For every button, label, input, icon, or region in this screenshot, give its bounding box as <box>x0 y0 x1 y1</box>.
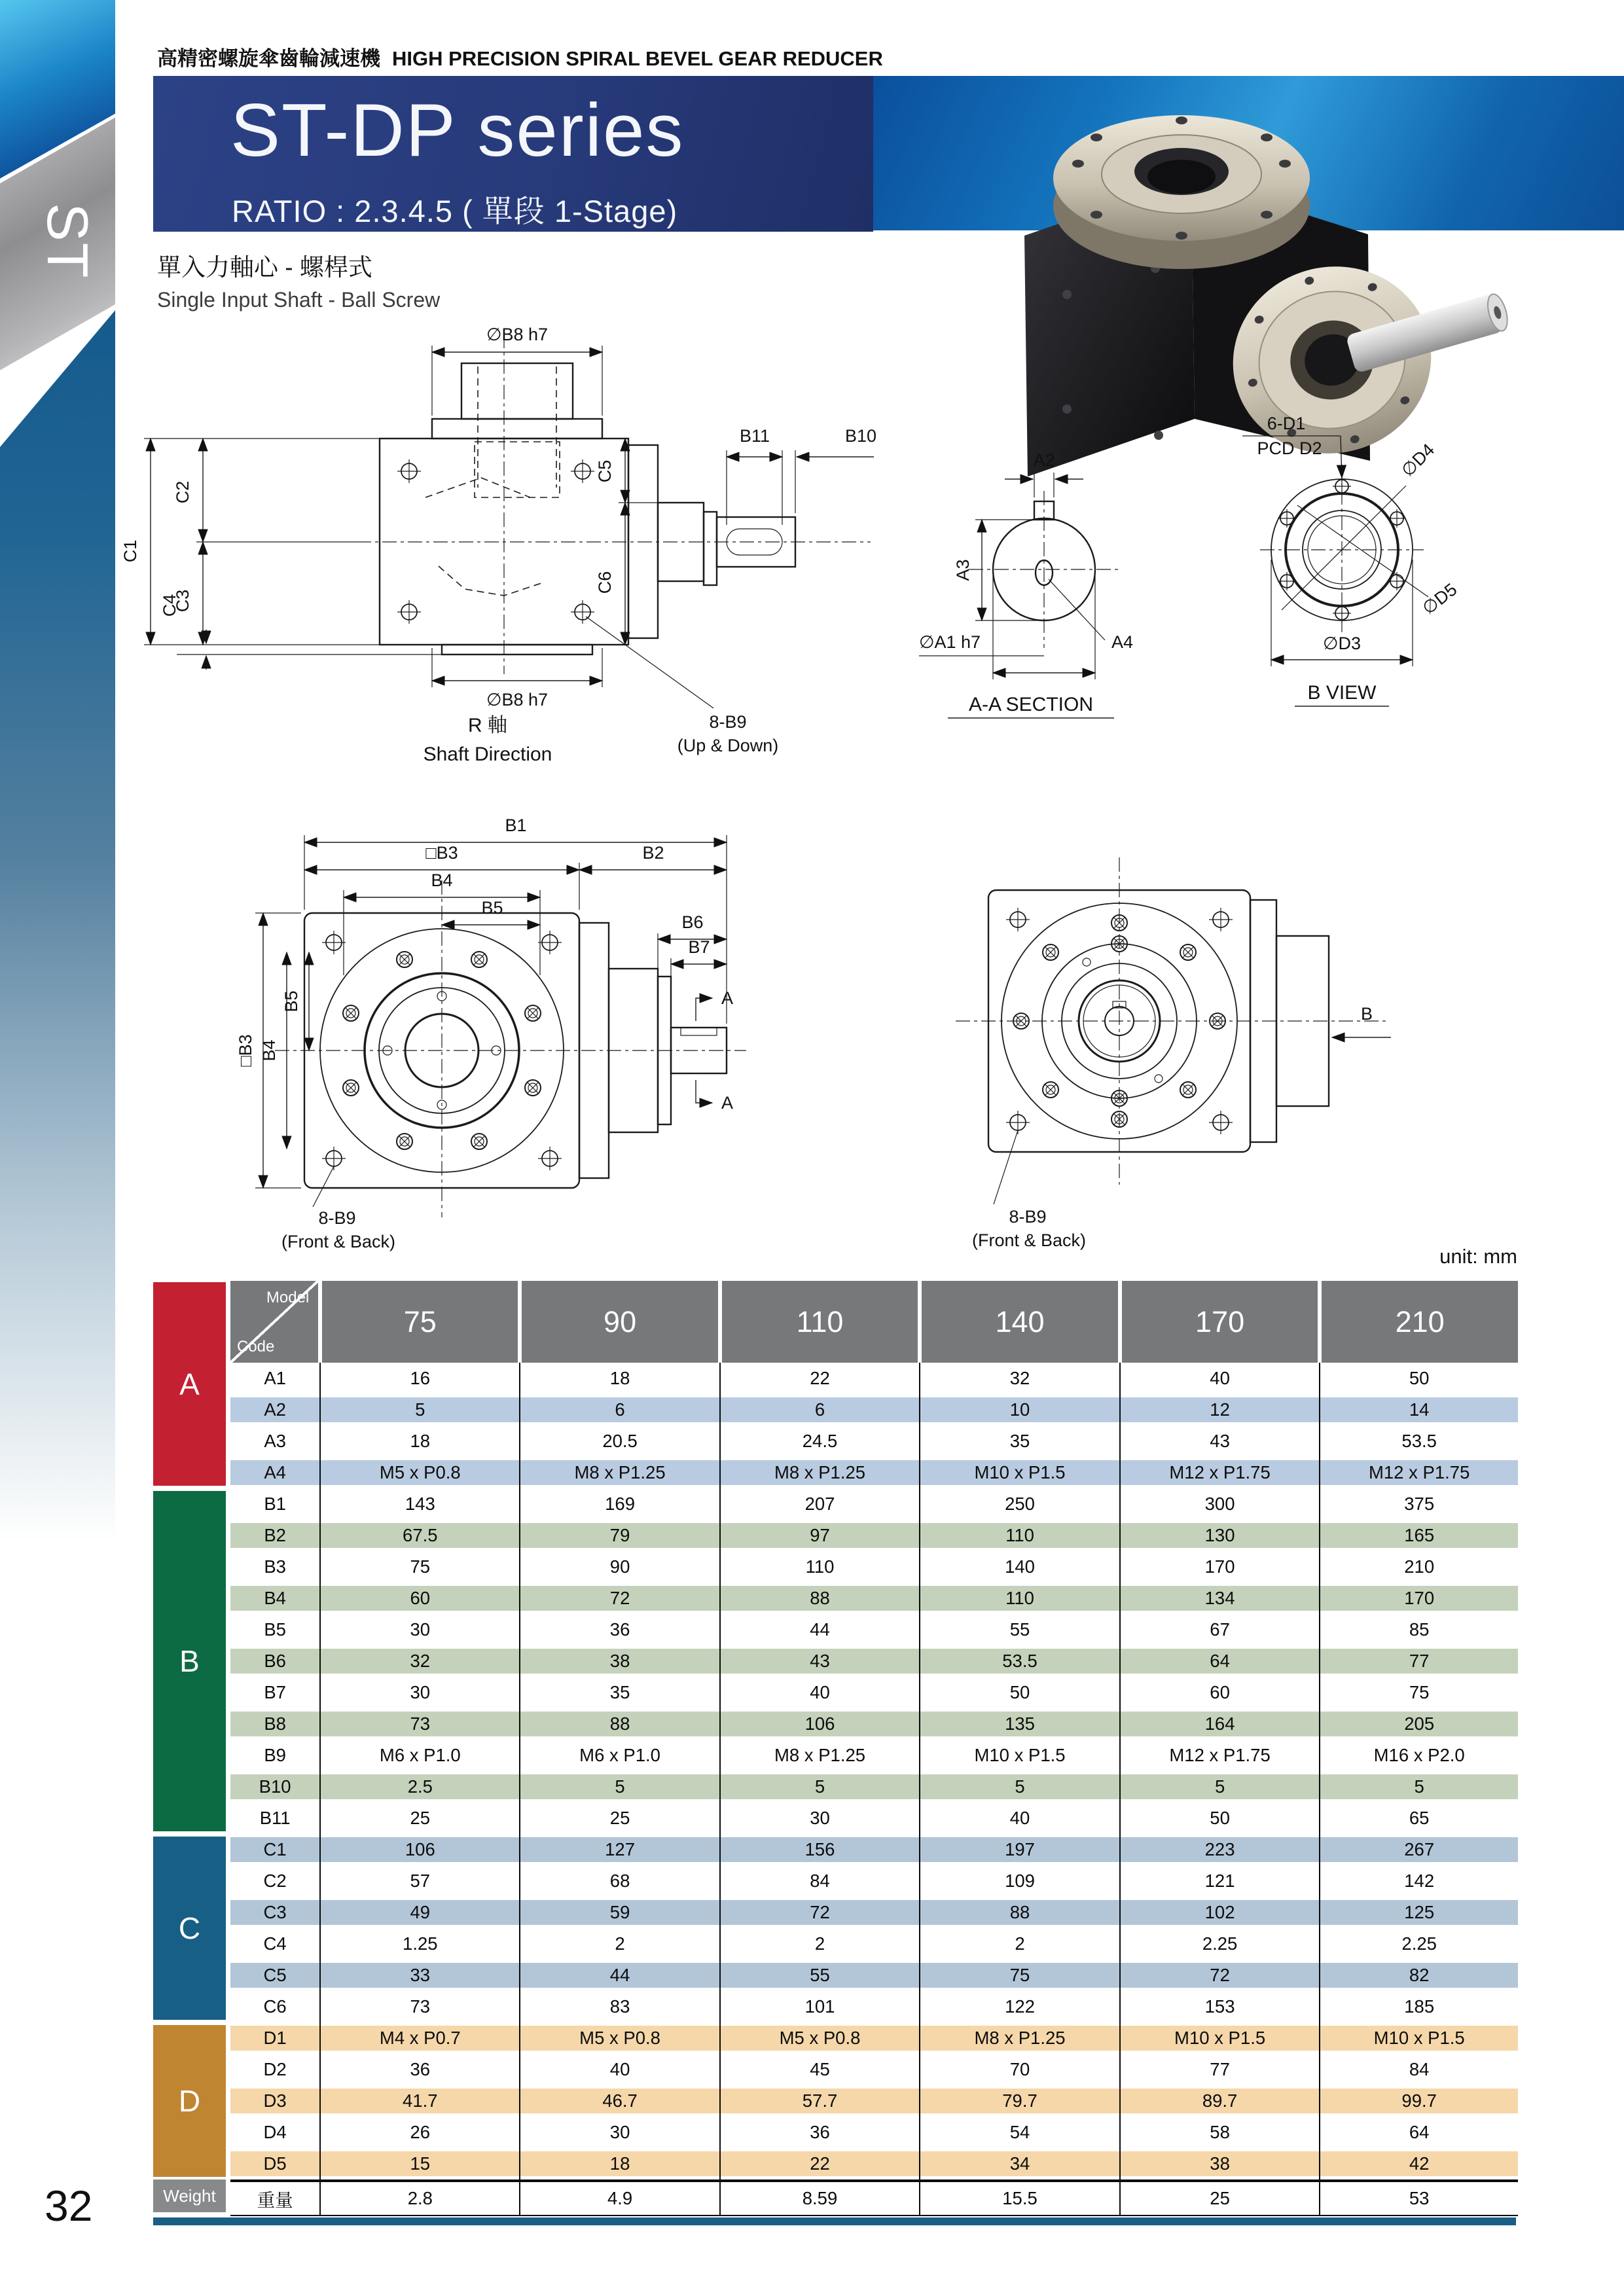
spec-value: 50 <box>1120 1803 1320 1834</box>
spec-value: 49 <box>320 1897 520 1928</box>
spec-value: 43 <box>1120 1426 1320 1457</box>
spec-value: 140 <box>920 1551 1120 1583</box>
spec-value: M10 x P1.5 <box>920 1740 1120 1771</box>
spec-value: 170 <box>1120 1551 1320 1583</box>
spec-value: 36 <box>320 2054 520 2085</box>
sidebar-series-tag: ST <box>35 203 100 279</box>
spec-value: M10 x P1.5 <box>1120 2022 1320 2054</box>
spec-value: 55 <box>920 1614 1120 1645</box>
spec-value: 18 <box>320 1426 520 1457</box>
shaft-direction-zh: R 軸 <box>468 715 507 736</box>
spec-value: 82 <box>1320 1960 1518 1991</box>
spec-value: 72 <box>520 1583 719 1614</box>
spec-value: 35 <box>920 1426 1120 1457</box>
note-8b9-front-2: (Front & Back) <box>281 1232 396 1251</box>
corner-model: Model <box>266 1289 310 1306</box>
spec-value: 57 <box>320 1865 520 1897</box>
ratio-label: RATIO : 2.3.4.5 ( 單段 1-Stage) <box>232 194 678 228</box>
spec-value: 22 <box>720 1363 920 1394</box>
spec-value: 30 <box>320 1677 520 1708</box>
spec-value: 6 <box>520 1394 719 1426</box>
footer-bar <box>153 2217 1516 2225</box>
unit-label: unit: mm <box>1439 1245 1517 1268</box>
spec-value: M8 x P1.25 <box>920 2022 1120 2054</box>
spec-value: 72 <box>720 1897 920 1928</box>
spec-value: M8 x P1.25 <box>720 1457 920 1488</box>
row-code: B8 <box>230 1708 320 1740</box>
spec-row-a2 <box>230 1394 1518 1426</box>
spec-value: 90 <box>520 1551 719 1583</box>
spec-value: 97 <box>720 1520 920 1551</box>
spec-value: M12 x P1.75 <box>1120 1740 1320 1771</box>
section-block-A: A <box>153 1282 226 1486</box>
spec-value: 40 <box>1120 1363 1320 1394</box>
dim-b6: B6 <box>681 912 704 932</box>
spec-value: 72 <box>1120 1960 1320 1991</box>
spec-value: 64 <box>1120 1645 1320 1677</box>
dim-a4: A4 <box>1111 632 1134 652</box>
spec-value: 58 <box>1120 2117 1320 2148</box>
spec-value: 164 <box>1120 1708 1320 1740</box>
spec-value: 223 <box>1120 1834 1320 1865</box>
spec-value: 40 <box>520 2054 719 2085</box>
dim-c2: C2 <box>173 480 192 504</box>
row-code: B10 <box>230 1771 320 1803</box>
spec-value: 88 <box>720 1583 920 1614</box>
spec-value: 30 <box>720 1803 920 1834</box>
row-code: D2 <box>263 2059 287 2079</box>
spec-value: 54 <box>920 2117 1120 2148</box>
spec-value: 38 <box>520 1645 719 1677</box>
model-col-header: 140 <box>920 1281 1120 1363</box>
spec-value: 32 <box>320 1645 520 1677</box>
row-code: B2 <box>230 1520 320 1551</box>
spec-value: 2.5 <box>320 1771 520 1803</box>
model-col-header: 210 <box>1320 1281 1518 1363</box>
spec-value: 300 <box>1120 1488 1320 1520</box>
spec-value: 134 <box>1120 1583 1320 1614</box>
row-code: C2 <box>263 1871 287 1891</box>
spec-value: 121 <box>1120 1865 1320 1897</box>
spec-value: 36 <box>720 2117 920 2148</box>
dim-b5-left: B5 <box>281 990 301 1013</box>
row-code: D4 <box>263 2122 287 2142</box>
spec-row-b10 <box>230 1771 1518 1803</box>
spec-value: 156 <box>720 1834 920 1865</box>
row-code: B5 <box>264 1619 286 1640</box>
spec-row-b8 <box>230 1708 1518 1740</box>
row-code: C3 <box>230 1897 320 1928</box>
spec-value: 53.5 <box>1320 1426 1518 1457</box>
spec-value: 250 <box>920 1488 1120 1520</box>
model-col-header: 110 <box>720 1281 920 1363</box>
corner-code: Code <box>237 1338 275 1355</box>
spec-value: 142 <box>1320 1865 1518 1897</box>
dim-a3: A3 <box>953 559 973 581</box>
spec-value: 1.25 <box>320 1928 520 1960</box>
spec-value: 85 <box>1320 1614 1518 1645</box>
spec-row-b7 <box>230 1677 1518 1708</box>
dim-d3: ∅D3 <box>1322 634 1362 653</box>
spec-value: 35 <box>520 1677 719 1708</box>
dim-b3-left: □B3 <box>236 1034 255 1067</box>
spec-value: 88 <box>920 1897 1120 1928</box>
spec-value: 5 <box>520 1771 719 1803</box>
spec-value: 106 <box>320 1834 520 1865</box>
spec-value: 73 <box>320 1708 520 1740</box>
spec-value: 43 <box>720 1645 920 1677</box>
spec-value: 10 <box>920 1394 1120 1426</box>
spec-value: 153 <box>1120 1991 1320 2022</box>
spec-value: 5 <box>720 1771 920 1803</box>
spec-value: 125 <box>1320 1897 1518 1928</box>
spec-value: M8 x P1.25 <box>720 1740 920 1771</box>
table-header-row <box>230 1281 1518 1363</box>
spec-value: 110 <box>720 1551 920 1583</box>
row-code: B4 <box>230 1583 320 1614</box>
spec-value: 207 <box>720 1488 920 1520</box>
spec-value: 169 <box>520 1488 719 1520</box>
note-8b9-front: 8-B9 <box>318 1208 356 1228</box>
spec-row-c4 <box>230 1928 1518 1960</box>
row-code: C6 <box>263 1996 287 2017</box>
spec-row-d3 <box>230 2085 1518 2117</box>
spec-value: 6 <box>720 1394 920 1426</box>
dim-c4: C4 <box>160 594 179 617</box>
b-direction-view-drawing <box>929 844 1407 1250</box>
spec-row-c6 <box>230 1991 1518 2022</box>
row-code: B6 <box>230 1645 320 1677</box>
spec-value: M6 x P1.0 <box>520 1740 719 1771</box>
weight-value: 25 <box>1120 2181 1320 2215</box>
spec-value: 44 <box>520 1960 719 1991</box>
view-mark-b: B <box>1360 1004 1373 1024</box>
spec-value: 25 <box>520 1803 719 1834</box>
spec-value: 44 <box>720 1614 920 1645</box>
spec-value: 75 <box>1320 1677 1518 1708</box>
spec-value: 75 <box>320 1551 520 1583</box>
row-code: C1 <box>230 1834 320 1865</box>
spec-grid <box>230 1281 1518 2216</box>
spec-row-a4 <box>230 1457 1518 1488</box>
shaft-direction-en: Shaft Direction <box>423 744 552 765</box>
spec-value: 24.5 <box>720 1426 920 1457</box>
side-view-drawing <box>98 308 907 785</box>
dim-b1: B1 <box>505 816 527 835</box>
spec-value: 26 <box>320 2117 520 2148</box>
spec-row-b3 <box>230 1551 1518 1583</box>
spec-row-b9 <box>230 1740 1518 1771</box>
spec-value: 2 <box>520 1928 719 1960</box>
spec-value: 2.25 <box>1120 1928 1320 1960</box>
spec-value: 77 <box>1120 2054 1320 2085</box>
spec-row-d2 <box>230 2054 1518 2085</box>
spec-value: 50 <box>1320 1363 1518 1394</box>
spec-value: 89.7 <box>1120 2085 1320 2117</box>
spec-value: 84 <box>1320 2054 1518 2085</box>
spec-row-c5 <box>230 1960 1518 1991</box>
spec-value: 83 <box>520 1991 719 2022</box>
dim-c5: C5 <box>595 459 615 483</box>
spec-value: 143 <box>320 1488 520 1520</box>
dim-d5: ∅D5 <box>1418 579 1461 619</box>
page-number: 32 <box>45 2181 93 2230</box>
row-code: B7 <box>264 1682 286 1702</box>
note-8b9-side-2: (Up & Down) <box>677 736 779 755</box>
spec-value: 75 <box>920 1960 1120 1991</box>
subtitle-zh: 單入力軸心 - 螺桿式 <box>157 254 372 281</box>
spec-value: 36 <box>520 1614 719 1645</box>
spec-value: M16 x P2.0 <box>1320 1740 1518 1771</box>
spec-value: 122 <box>920 1991 1120 2022</box>
spec-value: 30 <box>520 2117 719 2148</box>
row-code: B9 <box>264 1745 286 1765</box>
spec-value: 38 <box>1120 2148 1320 2181</box>
spec-value: 205 <box>1320 1708 1518 1740</box>
spec-value: 12 <box>1120 1394 1320 1426</box>
weight-label-box: Weight <box>153 2179 226 2212</box>
spec-value: 16 <box>320 1363 520 1394</box>
section-mark-a-bottom: A <box>721 1093 734 1113</box>
row-code: B3 <box>264 1556 286 1577</box>
section-block-C: C <box>153 1837 226 2020</box>
spec-value: 60 <box>1120 1677 1320 1708</box>
spec-value: 197 <box>920 1834 1120 1865</box>
spec-value: 22 <box>720 2148 920 2181</box>
spec-value: 165 <box>1320 1520 1518 1551</box>
spec-value: 34 <box>920 2148 1120 2181</box>
dim-c1: C1 <box>120 539 140 563</box>
spec-value: 2.25 <box>1320 1928 1518 1960</box>
spec-row-b4 <box>230 1583 1518 1614</box>
spec-row-b5 <box>230 1614 1518 1645</box>
spec-value: M12 x P1.75 <box>1320 1457 1518 1488</box>
model-col-header: 75 <box>320 1281 520 1363</box>
dim-a1: ∅A1 h7 <box>919 632 981 652</box>
dim-dia-b8-top: ∅B8 h7 <box>486 325 549 344</box>
spec-value: 70 <box>920 2054 1120 2085</box>
spec-value: 50 <box>920 1677 1120 1708</box>
spec-row-c2 <box>230 1865 1518 1897</box>
spec-value: 41.7 <box>320 2085 520 2117</box>
model-col-header: 90 <box>520 1281 719 1363</box>
series-name: ST-DP series <box>230 89 685 172</box>
spec-value: 32 <box>920 1363 1120 1394</box>
spec-value: 110 <box>920 1520 1120 1551</box>
weight-value: 8.59 <box>720 2181 920 2215</box>
spec-value: 14 <box>1320 1394 1518 1426</box>
top-flange <box>1053 115 1310 269</box>
spec-value: 65 <box>1320 1803 1518 1834</box>
spec-row-a3 <box>230 1426 1518 1457</box>
dim-b11: B11 <box>739 426 770 446</box>
spec-value: 25 <box>320 1803 520 1834</box>
note-pcd-d2: PCD D2 <box>1257 439 1322 458</box>
spec-value: 267 <box>1320 1834 1518 1865</box>
note-8b9-bdir: 8-B9 <box>1009 1207 1047 1227</box>
dim-b3-top: □B3 <box>425 843 458 863</box>
page-title-en: HIGH PRECISION SPIRAL BEVEL GEAR REDUCER <box>392 47 883 70</box>
spec-value: M5 x P0.8 <box>320 1457 520 1488</box>
row-code: D3 <box>230 2085 320 2117</box>
spec-value: 88 <box>520 1708 719 1740</box>
spec-value: 73 <box>320 1991 520 2022</box>
spec-value: M10 x P1.5 <box>1320 2022 1518 2054</box>
spec-value: M5 x P0.8 <box>520 2022 719 2054</box>
dim-b5-top: B5 <box>481 898 503 918</box>
spec-value: 99.7 <box>1320 2085 1518 2117</box>
spec-value: 135 <box>920 1708 1120 1740</box>
spec-value: 5 <box>320 1394 520 1426</box>
aa-section-drawing <box>910 412 1152 726</box>
spec-row-a1 <box>230 1363 1518 1394</box>
dim-c3: C3 <box>173 589 192 613</box>
spec-value: 79.7 <box>920 2085 1120 2117</box>
spec-value: 57.7 <box>720 2085 920 2117</box>
spec-value: M12 x P1.75 <box>1120 1457 1320 1488</box>
spec-value: 185 <box>1320 1991 1518 2022</box>
spec-value: 20.5 <box>520 1426 719 1457</box>
spec-value: 45 <box>720 2054 920 2085</box>
spec-value: 5 <box>920 1771 1120 1803</box>
page-title-zh: 高精密螺旋傘齒輪減速機 <box>157 47 380 70</box>
spec-value: M4 x P0.7 <box>320 2022 520 2054</box>
spec-value: 30 <box>320 1614 520 1645</box>
row-code: B11 <box>259 1808 291 1828</box>
spec-value: 5 <box>1320 1771 1518 1803</box>
row-code: A3 <box>264 1431 286 1451</box>
spec-value: M5 x P0.8 <box>720 2022 920 2054</box>
spec-value: 2 <box>920 1928 1120 1960</box>
dim-b4-left: B4 <box>259 1039 279 1062</box>
spec-value: M8 x P1.25 <box>520 1457 719 1488</box>
dim-b2: B2 <box>642 843 664 863</box>
weight-value: 2.8 <box>320 2181 520 2215</box>
model-col-header: 170 <box>1120 1281 1320 1363</box>
row-code: A2 <box>230 1394 320 1426</box>
b-view-title: B VIEW <box>1307 682 1377 704</box>
spec-value: 2 <box>720 1928 920 1960</box>
weight-code: 重量 <box>230 2181 320 2215</box>
dim-dia-b8-bottom: ∅B8 h7 <box>486 690 549 709</box>
row-code: D5 <box>230 2148 320 2181</box>
spec-value: 127 <box>520 1834 719 1865</box>
spec-value: 375 <box>1320 1488 1518 1520</box>
spec-value: 18 <box>520 2148 719 2181</box>
spec-value: 170 <box>1320 1583 1518 1614</box>
spec-value: 33 <box>320 1960 520 1991</box>
spec-value: 40 <box>720 1677 920 1708</box>
dim-c6: C6 <box>595 571 615 594</box>
row-code: C4 <box>263 1933 287 1954</box>
dim-b4-top: B4 <box>431 870 453 890</box>
spec-row-d5 <box>230 2148 1518 2181</box>
section-block-D: D <box>153 2025 226 2177</box>
spec-value: M6 x P1.0 <box>320 1740 520 1771</box>
spec-value: 5 <box>1120 1771 1320 1803</box>
note-6d1: 6-D1 <box>1267 414 1306 433</box>
spec-row-b6 <box>230 1645 1518 1677</box>
spec-value: 101 <box>720 1991 920 2022</box>
spec-value: 42 <box>1320 2148 1518 2181</box>
row-code: A4 <box>230 1457 320 1488</box>
spec-value: 64 <box>1320 2117 1518 2148</box>
spec-value: 130 <box>1120 1520 1320 1551</box>
section-block-B: B <box>153 1491 226 1831</box>
spec-value: 15 <box>320 2148 520 2181</box>
spec-row-d1 <box>230 2022 1518 2054</box>
dim-b10: B10 <box>844 426 877 446</box>
spec-value: 210 <box>1320 1551 1518 1583</box>
spec-value: 60 <box>320 1583 520 1614</box>
spec-row-b2 <box>230 1520 1518 1551</box>
spec-value: 59 <box>520 1897 719 1928</box>
spec-row-c1 <box>230 1834 1518 1865</box>
spec-value: 55 <box>720 1960 920 1991</box>
spec-row-b1 <box>230 1488 1518 1520</box>
row-code: C5 <box>230 1960 320 1991</box>
spec-row-b11 <box>230 1803 1518 1834</box>
spec-value: 79 <box>520 1520 719 1551</box>
spec-value: 67.5 <box>320 1520 520 1551</box>
note-8b9-bdir-2: (Front & Back) <box>971 1230 1087 1250</box>
spec-value: 77 <box>1320 1645 1518 1677</box>
b-view-drawing <box>1198 399 1486 713</box>
spec-value: 109 <box>920 1865 1120 1897</box>
spec-row-c3 <box>230 1897 1518 1928</box>
spec-value: 53.5 <box>920 1645 1120 1677</box>
aa-section-title: A-A SECTION <box>968 694 1094 715</box>
subtitle-en: Single Input Shaft - Ball Screw <box>157 288 441 312</box>
spec-value: 67 <box>1120 1614 1320 1645</box>
spec-value: 68 <box>520 1865 719 1897</box>
page-title <box>157 42 883 71</box>
weight-value: 15.5 <box>920 2181 1120 2215</box>
spec-value: 102 <box>1120 1897 1320 1928</box>
row-code: A1 <box>264 1368 286 1388</box>
spec-value: 46.7 <box>520 2085 719 2117</box>
section-mark-a-top: A <box>721 988 734 1008</box>
spec-value: 40 <box>920 1803 1120 1834</box>
weight-row <box>230 2181 1518 2215</box>
dim-d4: ∅D4 <box>1398 439 1439 481</box>
weight-value: 53 <box>1320 2181 1518 2215</box>
section-rail <box>153 1281 226 2212</box>
spec-row-d4 <box>230 2117 1518 2148</box>
series-banner <box>153 76 873 232</box>
spec-value: 110 <box>920 1583 1120 1614</box>
model-code-cell <box>230 1281 320 1363</box>
row-code: B1 <box>264 1494 286 1514</box>
dim-a2: A2 <box>1033 450 1055 470</box>
dim-b7: B7 <box>688 937 710 957</box>
spec-value: 84 <box>720 1865 920 1897</box>
note-8b9-side: 8-B9 <box>709 712 747 732</box>
spec-value: 18 <box>520 1363 719 1394</box>
row-code: D1 <box>230 2022 320 2054</box>
spec-value: M10 x P1.5 <box>920 1457 1120 1488</box>
spec-value: 106 <box>720 1708 920 1740</box>
weight-value: 4.9 <box>520 2181 719 2215</box>
